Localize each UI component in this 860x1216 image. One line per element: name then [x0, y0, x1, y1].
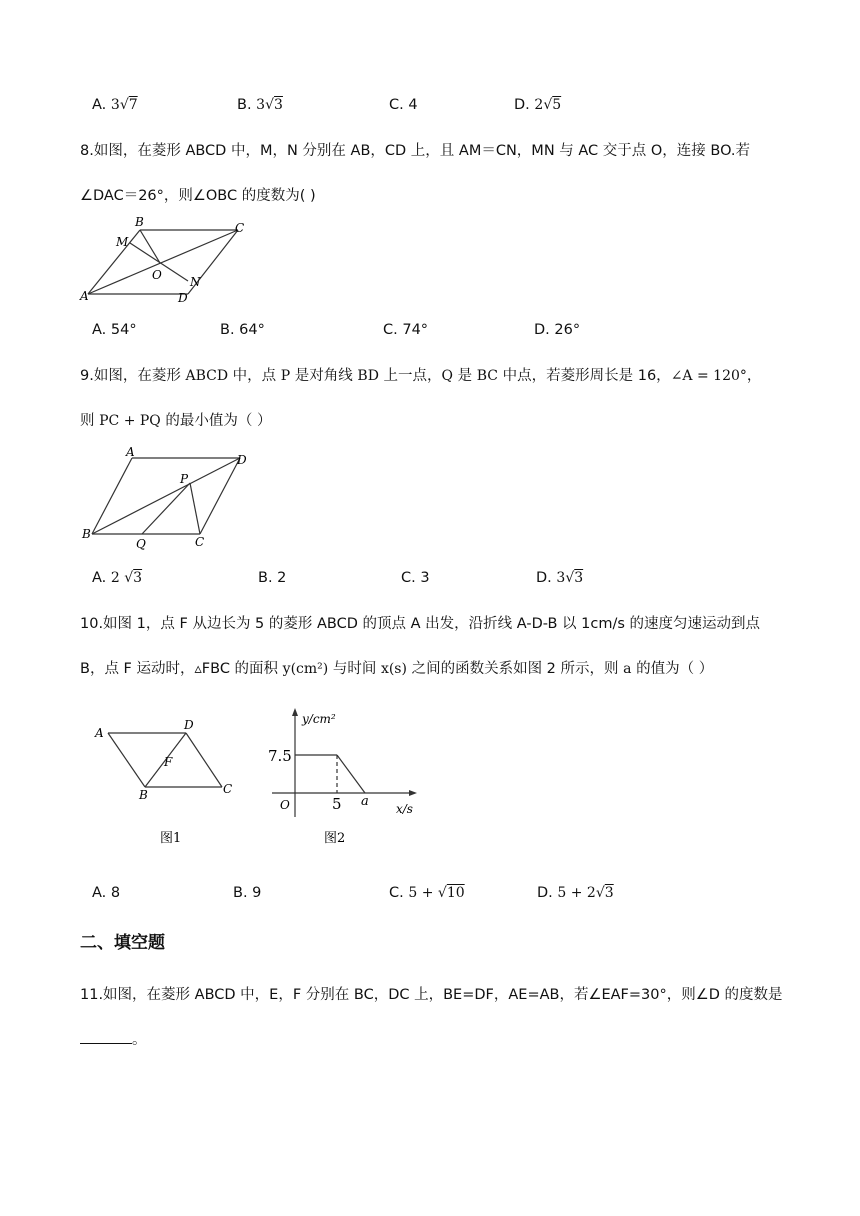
q9-label-a: A	[126, 446, 135, 459]
q9-label-d: D	[237, 453, 247, 467]
q10-option-a[interactable]: A. 8	[92, 885, 121, 901]
q10-fig1-label-d: D	[184, 718, 194, 732]
q7-option-c[interactable]: C. 4	[389, 97, 418, 113]
q10-stem-line1: 10.如图 1，点 F 从边长为 5 的菱形 ABCD 的顶点 A 出发，沿折线 A-D-B 以 1cm/s 的速度匀速运动到点	[80, 616, 761, 632]
q8-label-b: B	[135, 215, 144, 229]
q10-fig2-xtick: 5	[332, 795, 342, 813]
q10-fig1-label-c: C	[223, 782, 233, 796]
q9-label-c: C	[195, 535, 205, 549]
q11-answer-line: 。	[80, 1030, 147, 1050]
q8-option-d[interactable]: D. 26°	[534, 322, 581, 338]
q10-figure1	[92, 715, 242, 850]
q8-option-c[interactable]: C. 74°	[383, 322, 429, 338]
q8-label-a: A	[80, 289, 89, 303]
q9-option-a[interactable]: A. 2 √3	[92, 570, 143, 586]
q8-option-b[interactable]: B. 64°	[220, 322, 265, 338]
q10-fig2-ylabel: y/cm²	[302, 712, 336, 726]
q8-stem-line2: ∠DAC＝26°，则∠OBC 的度数为( )	[80, 188, 316, 204]
q8-label-n: N	[190, 275, 201, 289]
q8-label-d: D	[178, 291, 188, 304]
q9-option-d[interactable]: D. 3√3	[536, 570, 584, 586]
q10-option-d[interactable]: D. 5 + 2√3	[537, 885, 614, 901]
q11-stem-line1: 11.如图，在菱形 ABCD 中，E，F 分别在 BC，DC 上，BE=DF，AE=AB，若∠EAF=30°，则∠D 的度数是	[80, 987, 783, 1003]
section-title: 二、填空题	[80, 933, 165, 953]
q10-fig2-xa: a	[361, 794, 369, 809]
q7-option-a[interactable]: A. 3√7	[92, 97, 138, 113]
q9-option-c[interactable]: C. 3	[401, 570, 430, 586]
q10-fig1-caption: 图1	[160, 831, 182, 846]
q9-option-b[interactable]: B. 2	[258, 570, 287, 586]
q10-figure2	[262, 703, 422, 850]
q10-fig2-ytick: 7.5	[268, 747, 292, 765]
q10-fig1-label-b: B	[139, 788, 148, 802]
q10-fig2-origin: O	[280, 798, 290, 812]
q9-stem-line1: 9.如图，在菱形 ABCD 中，点 P 是对角线 BD 上一点，Q 是 BC 中点，若菱形周长是 16，∠A = 120°，	[80, 368, 762, 384]
q8-figure	[78, 212, 258, 304]
q9-label-p: P	[180, 472, 189, 486]
q8-label-m: M	[116, 235, 129, 249]
q8-stem-line1: 8.如图，在菱形 ABCD 中，M，N 分别在 AB，CD 上，且 AM＝CN，MN 与 AC 交于点 O，连接 BO.若	[80, 143, 751, 159]
q9-label-q: Q	[136, 537, 146, 551]
q8-option-a[interactable]: A. 54°	[92, 322, 137, 338]
q8-label-o: O	[152, 268, 162, 282]
q10-fig2-xlabel: x/s	[396, 802, 413, 816]
q7-option-d[interactable]: D. 2√5	[514, 97, 562, 113]
q10-fig1-label-f: F	[164, 755, 173, 769]
q8-label-c: C	[235, 221, 245, 235]
q9-figure	[80, 446, 260, 552]
q10-option-c[interactable]: C. 5 + √10	[389, 885, 465, 901]
q10-stem-line2: B，点 F 运动时，▵FBC 的面积 y(cm²) 与时间 x(s) 之间的函数关系如图 2 所示，则 a 的值为（ ）	[80, 661, 714, 677]
q9-stem-line2: 则 PC + PQ 的最小值为（ ）	[80, 413, 272, 429]
q10-option-b[interactable]: B. 9	[233, 885, 262, 901]
q11-answer-blank[interactable]	[80, 1031, 132, 1044]
q10-fig2-caption: 图2	[324, 831, 346, 846]
q7-option-b[interactable]: B. 3√3	[237, 97, 283, 113]
q9-label-b: B	[82, 527, 91, 541]
q10-fig1-label-a: A	[95, 726, 104, 740]
